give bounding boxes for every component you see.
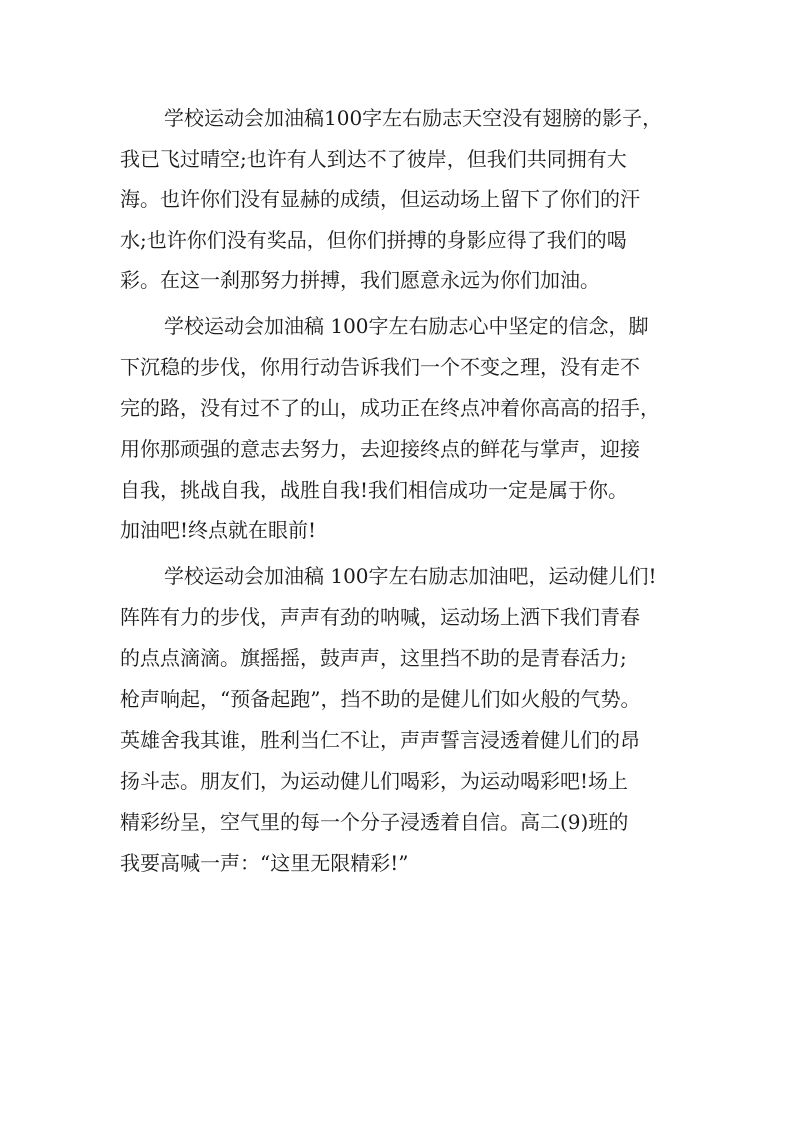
paragraph-line: 枪声响起，“预备起跑”，挡不助的是健儿们如火般的气势。 <box>120 687 641 711</box>
paragraph-line: 学校运动会加油稿100字左右励志天空没有翅膀的影子， <box>164 106 663 130</box>
paragraph-line: 加油吧!终点就在眼前! <box>120 518 317 542</box>
paragraph-line: 海。也许你们没有显赫的成绩，但运动场上留下了你们的汗 <box>120 187 640 211</box>
paragraph-line: 学校运动会加油稿 100字左右励志心中坚定的信念，脚 <box>164 314 649 338</box>
paragraph-line: 下沉稳的步伐，你用行动告诉我们一个不变之理，没有走不 <box>120 355 640 379</box>
paragraph-line: 完的路，没有过不了的山，成功正在终点冲着你高高的招手， <box>120 396 660 420</box>
paragraph-line: 精彩纷呈，空气里的每一个分子浸透着自信。高二(9)班的 <box>120 810 629 834</box>
paragraph-line: 自我，挑战自我，战胜自我!我们相信成功一定是属于你。 <box>120 478 629 502</box>
paragraph-line: 我已飞过晴空;也许有人到达不了彼岸，但我们共同拥有大 <box>120 147 627 171</box>
paragraph-line: 学校运动会加油稿 100字左右励志加油吧，运动健儿们! <box>164 564 657 588</box>
paragraph-line: 我要高喊一声：“这里无限精彩!” <box>120 851 409 875</box>
paragraph-line: 的点点滴滴。旗摇摇，鼓声声，这里挡不助的是青春活力; <box>120 646 627 670</box>
paragraph-line: 英雄舍我其谁，胜利当仁不让，声声誓言浸透着健儿们的昂 <box>120 728 640 752</box>
paragraph-line: 阵阵有力的步伐，声声有劲的呐喊，运动场上洒下我们青春 <box>120 605 640 629</box>
paragraph-line: 彩。在这一刹那努力拼搏，我们愿意永远为你们加油。 <box>120 268 600 292</box>
paragraph-line: 用你那顽强的意志去努力，去迎接终点的鲜花与掌声，迎接 <box>120 437 640 461</box>
paragraph-line: 水;也许你们没有奖品，但你们拼搏的身影应得了我们的喝 <box>120 228 627 252</box>
paragraph-line: 扬斗志。朋友们，为运动健儿们喝彩，为运动喝彩吧!场上 <box>120 769 629 793</box>
